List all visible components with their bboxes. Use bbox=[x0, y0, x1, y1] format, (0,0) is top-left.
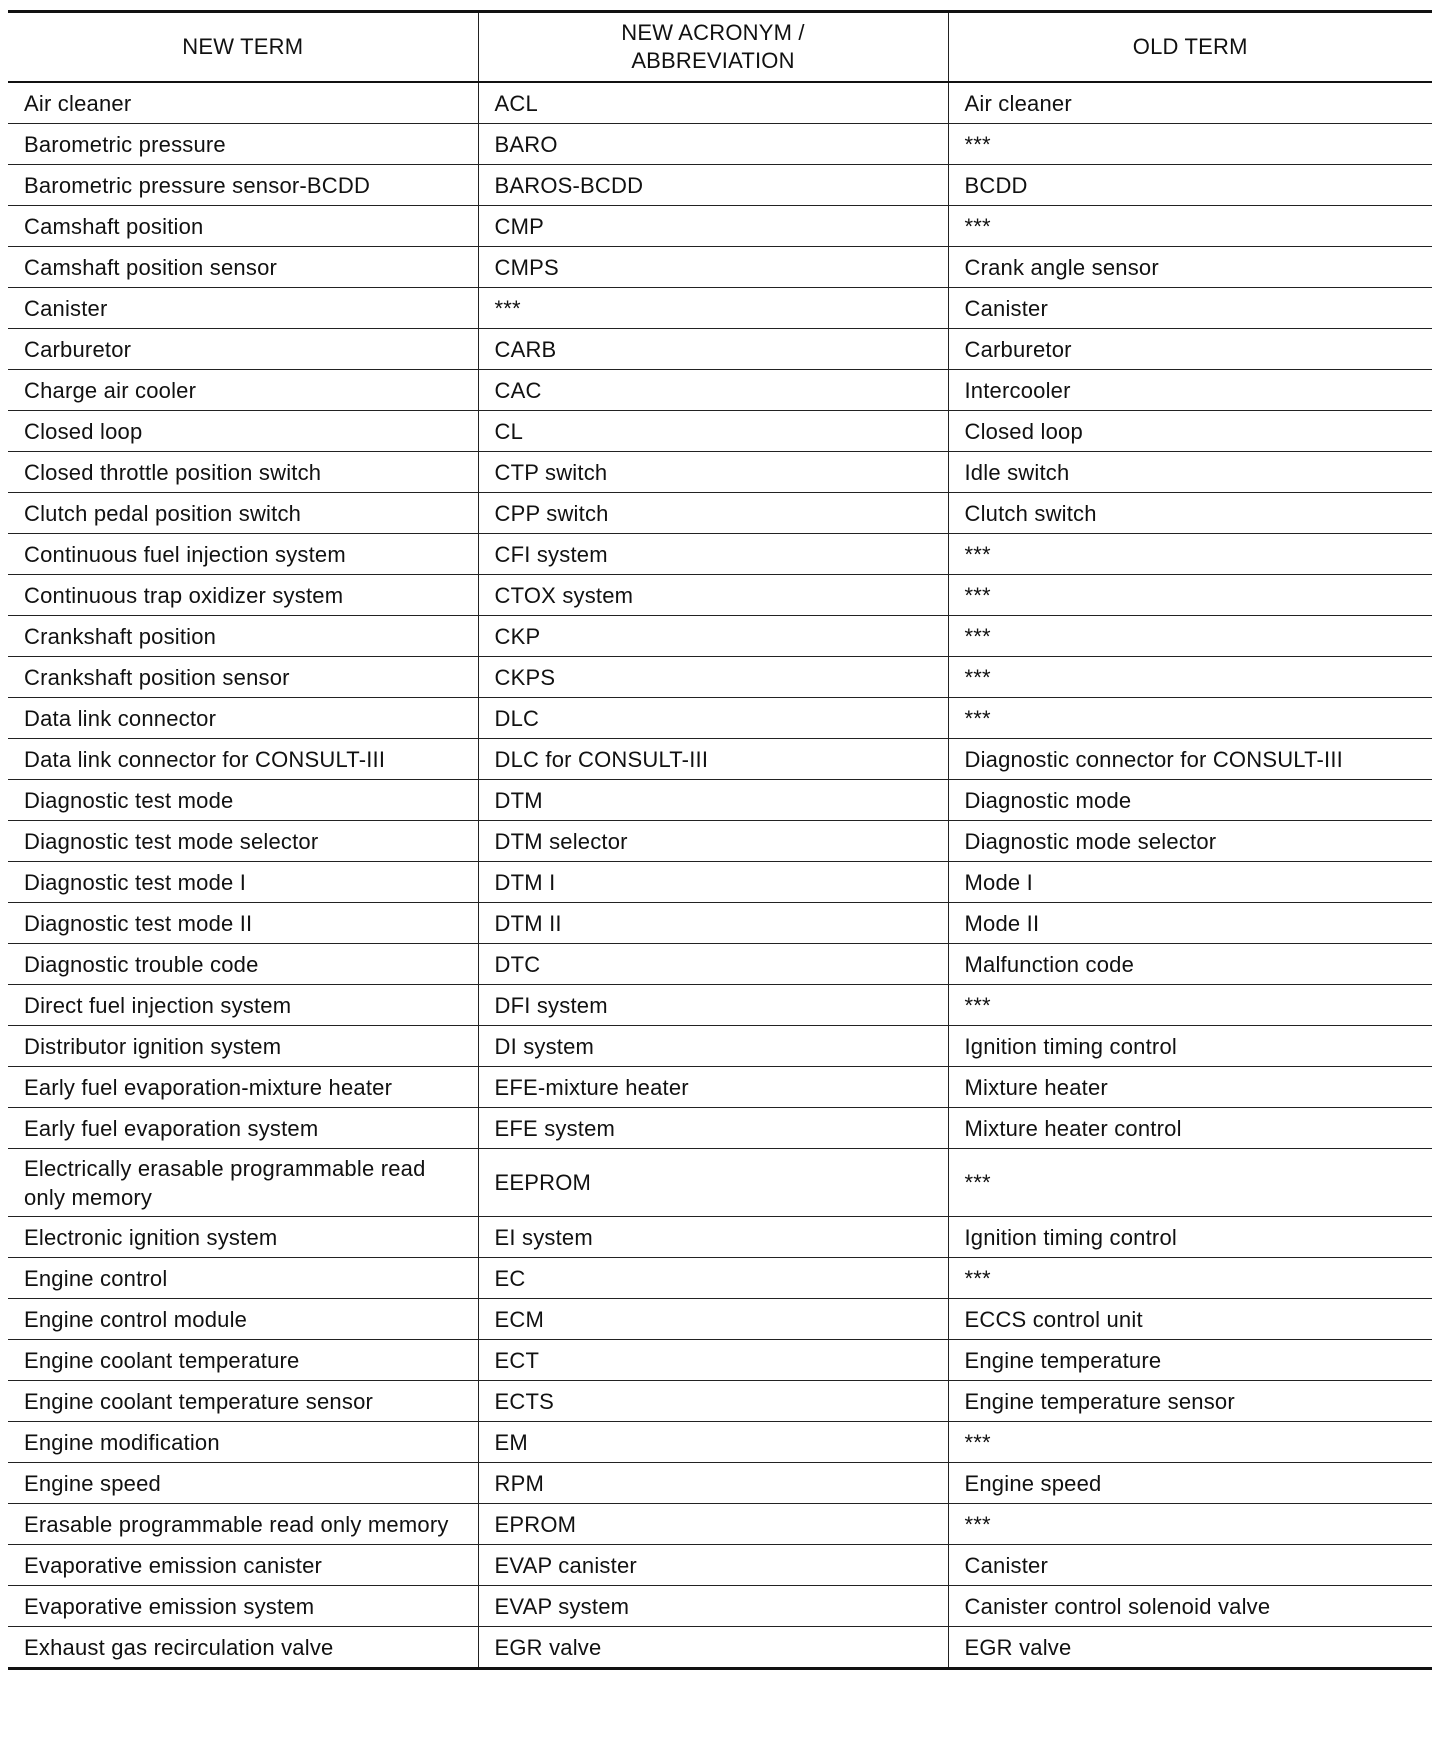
cell-old-term: Idle switch bbox=[948, 452, 1432, 493]
header-acronym-line2: ABBREVIATION bbox=[631, 48, 795, 73]
cell-old-term: Diagnostic connector for CONSULT-III bbox=[948, 739, 1432, 780]
cell-old-term: Canister bbox=[948, 288, 1432, 329]
header-new-term: NEW TERM bbox=[8, 12, 478, 83]
table-row bbox=[8, 1627, 1432, 1669]
cell-new-term: Crankshaft position sensor bbox=[8, 657, 478, 698]
cell-acronym: EPROM bbox=[478, 1504, 948, 1545]
table-row bbox=[8, 493, 1432, 534]
cell-new-term: Direct fuel injection system bbox=[8, 985, 478, 1026]
cell-old-term: Carburetor bbox=[948, 329, 1432, 370]
cell-acronym: BARO bbox=[478, 124, 948, 165]
table-row bbox=[8, 1108, 1432, 1149]
cell-acronym: CPP switch bbox=[478, 493, 948, 534]
cell-old-term: Closed loop bbox=[948, 411, 1432, 452]
table-row bbox=[8, 411, 1432, 452]
table-row bbox=[8, 534, 1432, 575]
cell-acronym: EVAP system bbox=[478, 1586, 948, 1627]
cell-old-term: *** bbox=[948, 1149, 1432, 1217]
cell-new-term: Evaporative emission canister bbox=[8, 1545, 478, 1586]
cell-acronym: CTOX system bbox=[478, 575, 948, 616]
cell-new-term: Diagnostic trouble code bbox=[8, 944, 478, 985]
cell-old-term: Engine temperature sensor bbox=[948, 1381, 1432, 1422]
cell-old-term: Ignition timing control bbox=[948, 1026, 1432, 1067]
cell-acronym: EI system bbox=[478, 1217, 948, 1258]
table-header-row bbox=[8, 12, 1432, 83]
cell-old-term: *** bbox=[948, 616, 1432, 657]
cell-new-term: Engine modification bbox=[8, 1422, 478, 1463]
cell-old-term: Mixture heater bbox=[948, 1067, 1432, 1108]
cell-new-term: Distributor ignition system bbox=[8, 1026, 478, 1067]
cell-acronym: ECT bbox=[478, 1340, 948, 1381]
cell-old-term: *** bbox=[948, 985, 1432, 1026]
cell-new-term: Air cleaner bbox=[8, 82, 478, 124]
header-acronym-line1: NEW ACRONYM / bbox=[621, 20, 805, 45]
terminology-sheet bbox=[8, 10, 1432, 1670]
cell-new-term: Camshaft position sensor bbox=[8, 247, 478, 288]
cell-new-term: Closed throttle position switch bbox=[8, 452, 478, 493]
cell-acronym: CKPS bbox=[478, 657, 948, 698]
table-row bbox=[8, 903, 1432, 944]
cell-acronym: CMP bbox=[478, 206, 948, 247]
cell-old-term: Canister bbox=[948, 1545, 1432, 1586]
table-row bbox=[8, 1026, 1432, 1067]
table-row bbox=[8, 944, 1432, 985]
cell-new-term: Continuous fuel injection system bbox=[8, 534, 478, 575]
cell-old-term: Engine speed bbox=[948, 1463, 1432, 1504]
table-row bbox=[8, 452, 1432, 493]
cell-old-term: Mode II bbox=[948, 903, 1432, 944]
cell-new-term: Evaporative emission system bbox=[8, 1586, 478, 1627]
cell-old-term: *** bbox=[948, 534, 1432, 575]
cell-acronym: DTM II bbox=[478, 903, 948, 944]
cell-old-term: *** bbox=[948, 1422, 1432, 1463]
table-row bbox=[8, 616, 1432, 657]
cell-new-term: Engine coolant temperature sensor bbox=[8, 1381, 478, 1422]
cell-old-term: *** bbox=[948, 657, 1432, 698]
cell-old-term: Malfunction code bbox=[948, 944, 1432, 985]
header-new-acronym bbox=[478, 12, 948, 83]
cell-acronym: EC bbox=[478, 1258, 948, 1299]
table-row bbox=[8, 1545, 1432, 1586]
table-row bbox=[8, 247, 1432, 288]
cell-acronym: *** bbox=[478, 288, 948, 329]
table-row bbox=[8, 124, 1432, 165]
cell-new-term: Crankshaft position bbox=[8, 616, 478, 657]
cell-acronym: EEPROM bbox=[478, 1149, 948, 1217]
cell-acronym: ACL bbox=[478, 82, 948, 124]
cell-new-term: Electrically erasable programmable read only memory bbox=[8, 1149, 478, 1217]
cell-new-term: Exhaust gas recirculation valve bbox=[8, 1627, 478, 1669]
table-row bbox=[8, 370, 1432, 411]
cell-acronym: DI system bbox=[478, 1026, 948, 1067]
cell-new-term: Clutch pedal position switch bbox=[8, 493, 478, 534]
cell-new-term: Carburetor bbox=[8, 329, 478, 370]
table-body bbox=[8, 82, 1432, 1669]
cell-acronym: DLC for CONSULT-III bbox=[478, 739, 948, 780]
cell-old-term: Ignition timing control bbox=[948, 1217, 1432, 1258]
cell-new-term: Electronic ignition system bbox=[8, 1217, 478, 1258]
cell-acronym: ECM bbox=[478, 1299, 948, 1340]
cell-old-term: Mode I bbox=[948, 862, 1432, 903]
cell-acronym: CARB bbox=[478, 329, 948, 370]
table-row bbox=[8, 1340, 1432, 1381]
table-row bbox=[8, 206, 1432, 247]
cell-new-term: Charge air cooler bbox=[8, 370, 478, 411]
table-row bbox=[8, 575, 1432, 616]
cell-new-term: Diagnostic test mode bbox=[8, 780, 478, 821]
cell-acronym: DTM selector bbox=[478, 821, 948, 862]
table-row bbox=[8, 1299, 1432, 1340]
cell-new-term: Closed loop bbox=[8, 411, 478, 452]
cell-new-term: Data link connector for CONSULT-III bbox=[8, 739, 478, 780]
cell-old-term: *** bbox=[948, 575, 1432, 616]
cell-acronym: DTM bbox=[478, 780, 948, 821]
cell-new-term: Engine control module bbox=[8, 1299, 478, 1340]
table-row bbox=[8, 1463, 1432, 1504]
cell-acronym: EM bbox=[478, 1422, 948, 1463]
cell-acronym: EFE system bbox=[478, 1108, 948, 1149]
cell-old-term: Clutch switch bbox=[948, 493, 1432, 534]
table-row bbox=[8, 1422, 1432, 1463]
table-row bbox=[8, 1149, 1432, 1217]
cell-acronym: CTP switch bbox=[478, 452, 948, 493]
cell-acronym: ECTS bbox=[478, 1381, 948, 1422]
table-row bbox=[8, 1504, 1432, 1545]
cell-old-term: Intercooler bbox=[948, 370, 1432, 411]
cell-acronym: CKP bbox=[478, 616, 948, 657]
cell-old-term: Mixture heater control bbox=[948, 1108, 1432, 1149]
cell-old-term: Engine temperature bbox=[948, 1340, 1432, 1381]
cell-acronym: EGR valve bbox=[478, 1627, 948, 1669]
table-row bbox=[8, 739, 1432, 780]
cell-acronym: DTM I bbox=[478, 862, 948, 903]
table-row bbox=[8, 698, 1432, 739]
cell-new-term: Early fuel evaporation-mixture heater bbox=[8, 1067, 478, 1108]
cell-old-term: Crank angle sensor bbox=[948, 247, 1432, 288]
cell-acronym: BAROS-BCDD bbox=[478, 165, 948, 206]
cell-old-term: EGR valve bbox=[948, 1627, 1432, 1669]
table-row bbox=[8, 821, 1432, 862]
cell-new-term: Camshaft position bbox=[8, 206, 478, 247]
table-row bbox=[8, 329, 1432, 370]
table-row bbox=[8, 288, 1432, 329]
cell-acronym: CAC bbox=[478, 370, 948, 411]
cell-new-term: Engine coolant temperature bbox=[8, 1340, 478, 1381]
cell-new-term: Barometric pressure sensor-BCDD bbox=[8, 165, 478, 206]
cell-old-term: Canister control solenoid valve bbox=[948, 1586, 1432, 1627]
cell-old-term: Diagnostic mode bbox=[948, 780, 1432, 821]
cell-old-term: *** bbox=[948, 1258, 1432, 1299]
cell-acronym: CMPS bbox=[478, 247, 948, 288]
cell-old-term: *** bbox=[948, 206, 1432, 247]
cell-new-term: Continuous trap oxidizer system bbox=[8, 575, 478, 616]
cell-acronym: DFI system bbox=[478, 985, 948, 1026]
cell-old-term: Air cleaner bbox=[948, 82, 1432, 124]
table-row bbox=[8, 657, 1432, 698]
table-row bbox=[8, 985, 1432, 1026]
cell-new-term: Diagnostic test mode selector bbox=[8, 821, 478, 862]
table-row bbox=[8, 1586, 1432, 1627]
cell-acronym: RPM bbox=[478, 1463, 948, 1504]
table-row bbox=[8, 862, 1432, 903]
table-row bbox=[8, 1217, 1432, 1258]
cell-new-term: Barometric pressure bbox=[8, 124, 478, 165]
cell-acronym: EFE-mixture heater bbox=[478, 1067, 948, 1108]
cell-acronym: CFI system bbox=[478, 534, 948, 575]
cell-new-term: Engine speed bbox=[8, 1463, 478, 1504]
cell-old-term: ECCS control unit bbox=[948, 1299, 1432, 1340]
cell-new-term: Early fuel evaporation system bbox=[8, 1108, 478, 1149]
cell-acronym: DTC bbox=[478, 944, 948, 985]
cell-new-term: Diagnostic test mode II bbox=[8, 903, 478, 944]
table-row bbox=[8, 780, 1432, 821]
cell-acronym: EVAP canister bbox=[478, 1545, 948, 1586]
table-row bbox=[8, 82, 1432, 124]
cell-old-term: *** bbox=[948, 698, 1432, 739]
table-row bbox=[8, 165, 1432, 206]
cell-new-term: Diagnostic test mode I bbox=[8, 862, 478, 903]
cell-acronym: DLC bbox=[478, 698, 948, 739]
cell-acronym: CL bbox=[478, 411, 948, 452]
table-row bbox=[8, 1258, 1432, 1299]
terminology-table bbox=[8, 10, 1432, 1670]
cell-old-term: *** bbox=[948, 1504, 1432, 1545]
cell-new-term: Engine control bbox=[8, 1258, 478, 1299]
cell-new-term: Canister bbox=[8, 288, 478, 329]
table-row bbox=[8, 1381, 1432, 1422]
cell-old-term: Diagnostic mode selector bbox=[948, 821, 1432, 862]
cell-old-term: *** bbox=[948, 124, 1432, 165]
cell-new-term: Erasable programmable read only memory bbox=[8, 1504, 478, 1545]
cell-new-term: Data link connector bbox=[8, 698, 478, 739]
cell-old-term: BCDD bbox=[948, 165, 1432, 206]
table-row bbox=[8, 1067, 1432, 1108]
header-old-term: OLD TERM bbox=[948, 12, 1432, 83]
